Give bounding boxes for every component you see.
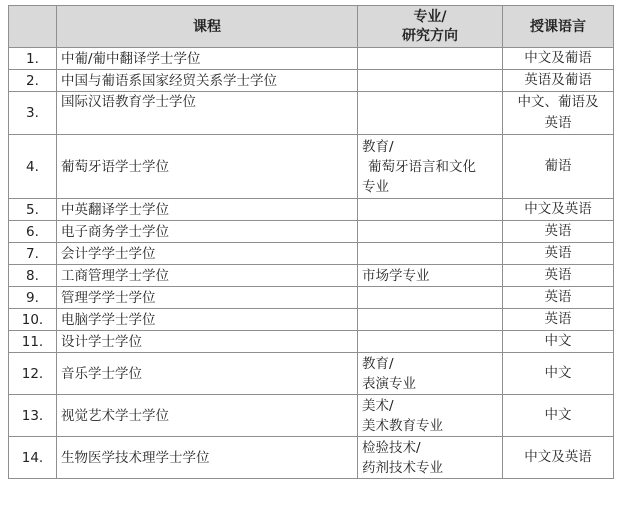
table-header-row xyxy=(9,6,614,48)
table-row xyxy=(9,353,614,395)
row-number: 4. xyxy=(9,135,57,199)
language-line: 中文 xyxy=(544,365,572,381)
language-line: 中文及英语 xyxy=(524,449,592,465)
major-line: 药剂技术专业 xyxy=(362,459,443,476)
course-name: 工商管理学士学位 xyxy=(57,265,358,287)
course-name: 设计学士学位 xyxy=(57,331,358,353)
major-line: 检验技术/ xyxy=(362,439,421,456)
teaching-language xyxy=(503,395,614,437)
course-name: 中国与葡语系国家经贸关系学士学位 xyxy=(57,70,358,92)
table-row xyxy=(9,437,614,479)
language-line: 中文 xyxy=(544,333,572,349)
course-name: 管理学学士学位 xyxy=(57,287,358,309)
table-body xyxy=(9,48,614,479)
table-row xyxy=(9,243,614,265)
row-number: 7. xyxy=(9,243,57,265)
major-direction xyxy=(358,353,503,395)
teaching-language xyxy=(503,199,614,221)
row-number: 2. xyxy=(9,70,57,92)
course-name: 国际汉语教育学士学位 xyxy=(57,92,358,135)
teaching-language xyxy=(503,331,614,353)
table-row xyxy=(9,199,614,221)
course-name: 中英翻译学士学位 xyxy=(57,199,358,221)
major-direction xyxy=(358,48,503,70)
course-table xyxy=(8,5,614,479)
row-number: 11. xyxy=(9,331,57,353)
major-direction xyxy=(358,309,503,331)
course-name: 中葡/葡中翻译学士学位 xyxy=(57,48,358,70)
major-line: 葡萄牙语言和文化 xyxy=(368,158,476,175)
major-line: 专业 xyxy=(362,178,389,195)
teaching-language xyxy=(503,437,614,479)
language-line: 英语 xyxy=(544,245,572,261)
row-number: 10. xyxy=(9,309,57,331)
row-number: 9. xyxy=(9,287,57,309)
major-direction xyxy=(358,92,503,135)
major-direction xyxy=(358,199,503,221)
language-line: 葡语 xyxy=(544,158,572,174)
course-name: 生物医学技术理学士学位 xyxy=(57,437,358,479)
language-line: 中文及葡语 xyxy=(524,50,592,66)
table-row xyxy=(9,395,614,437)
table-row xyxy=(9,48,614,70)
teaching-language xyxy=(503,48,614,70)
course-name: 电子商务学士学位 xyxy=(57,221,358,243)
major-direction xyxy=(358,243,503,265)
row-number: 14. xyxy=(9,437,57,479)
language-line: 中文、葡语及 xyxy=(517,94,599,110)
header-major xyxy=(358,6,503,48)
language-line: 英语 xyxy=(544,289,572,305)
major-direction xyxy=(358,437,503,479)
table-row xyxy=(9,287,614,309)
table-row xyxy=(9,135,614,199)
course-name: 葡萄牙语学士学位 xyxy=(57,135,358,199)
major-direction xyxy=(358,70,503,92)
major-direction xyxy=(358,221,503,243)
major-direction xyxy=(358,331,503,353)
header-number xyxy=(9,6,57,48)
table-row xyxy=(9,221,614,243)
major-direction xyxy=(358,287,503,309)
header-major-line2: 研究方向 xyxy=(402,27,458,44)
major-direction xyxy=(358,135,503,199)
teaching-language xyxy=(503,265,614,287)
major-line: 市场学专业 xyxy=(362,267,430,284)
row-number: 13. xyxy=(9,395,57,437)
teaching-language xyxy=(503,243,614,265)
row-number: 8. xyxy=(9,265,57,287)
course-name: 视觉艺术学士学位 xyxy=(57,395,358,437)
language-line: 英语 xyxy=(544,311,572,327)
language-line: 中文 xyxy=(544,407,572,423)
major-direction xyxy=(358,265,503,287)
teaching-language xyxy=(503,309,614,331)
language-line: 中文及英语 xyxy=(524,201,592,217)
teaching-language xyxy=(503,221,614,243)
course-name: 会计学学士学位 xyxy=(57,243,358,265)
language-line: 英语 xyxy=(544,223,572,239)
teaching-language xyxy=(503,70,614,92)
teaching-language xyxy=(503,287,614,309)
major-line: 教育/ xyxy=(362,138,394,155)
course-name: 电脑学学士学位 xyxy=(57,309,358,331)
course-name: 音乐学士学位 xyxy=(57,353,358,395)
row-number: 5. xyxy=(9,199,57,221)
row-number: 3. xyxy=(9,92,57,135)
table-row xyxy=(9,92,614,135)
major-line: 美术/ xyxy=(362,397,394,414)
major-line: 表演专业 xyxy=(362,375,416,392)
language-line: 英语及葡语 xyxy=(524,72,592,88)
table-row xyxy=(9,309,614,331)
row-number: 1. xyxy=(9,48,57,70)
major-line: 美术教育专业 xyxy=(362,417,443,434)
major-direction xyxy=(358,395,503,437)
language-line: 英语 xyxy=(544,115,572,131)
header-course: 课程 xyxy=(57,6,358,48)
table-row xyxy=(9,70,614,92)
table-row xyxy=(9,265,614,287)
header-major-line1: 专业/ xyxy=(413,8,447,25)
teaching-language xyxy=(503,92,614,135)
header-language: 授课语言 xyxy=(503,6,614,48)
major-line: 教育/ xyxy=(362,355,394,372)
teaching-language xyxy=(503,353,614,395)
row-number: 6. xyxy=(9,221,57,243)
language-line: 英语 xyxy=(544,267,572,283)
teaching-language xyxy=(503,135,614,199)
table-row xyxy=(9,331,614,353)
row-number: 12. xyxy=(9,353,57,395)
